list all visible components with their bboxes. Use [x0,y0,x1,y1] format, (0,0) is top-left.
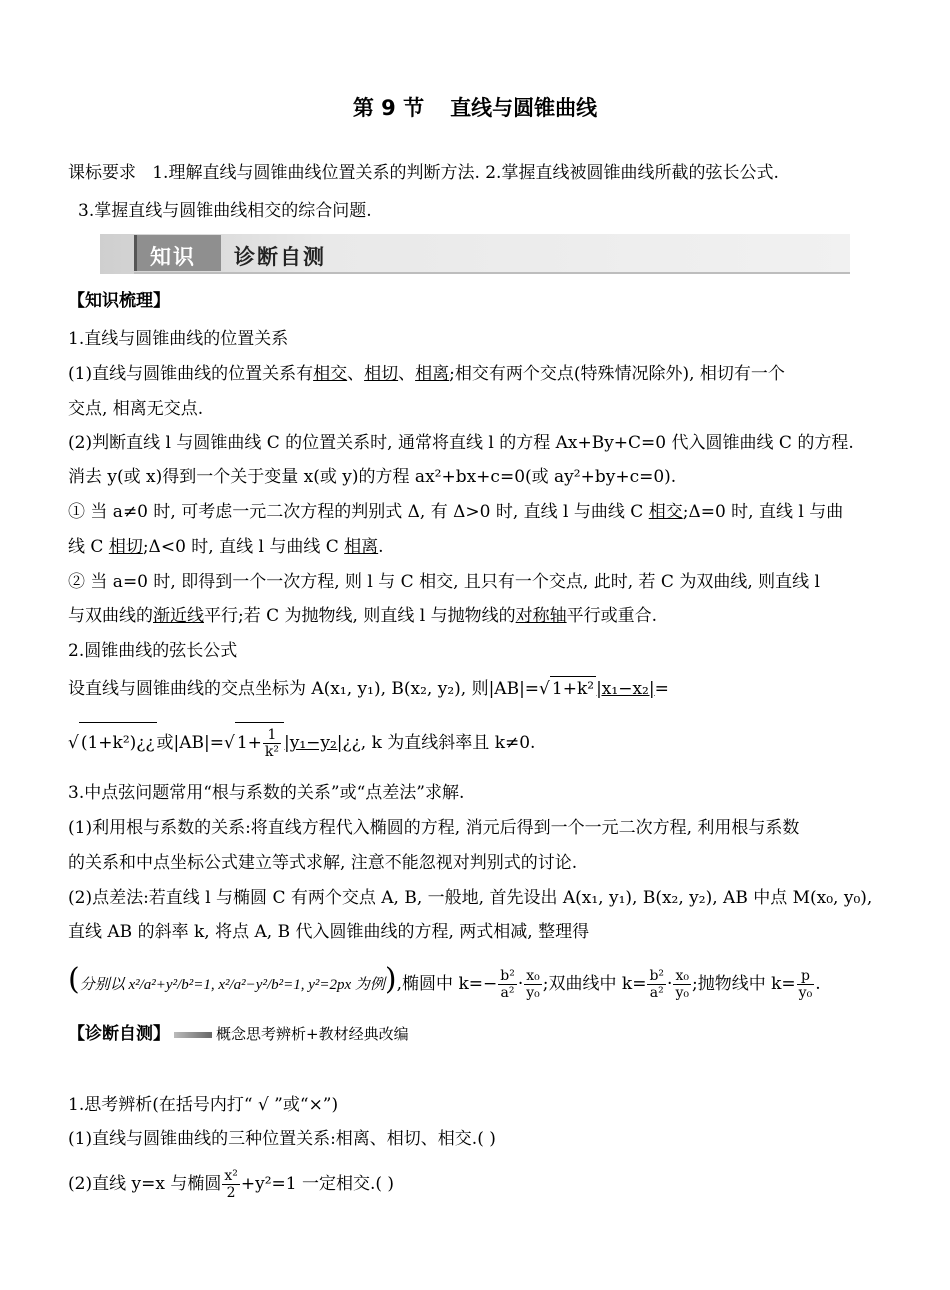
abs-y-diff: |y₁−y₂| [284,733,343,753]
text: 平行;若 C 为抛物线, 则直线 l 与抛物线的 [204,606,516,626]
text: . [815,974,821,994]
banner-label-diagnosis: 诊断自测 [234,245,326,269]
text: 、 [398,364,416,384]
question-1: 1.思考辨析(在括号内打“ √ ”或“×”) [68,1095,339,1115]
text: (2)直线 y=x 与椭圆 [68,1174,222,1194]
radicand-frac: 1+ $\frac{1}{\text{k²}}$ [235,722,284,763]
text: (1)直线与圆锥曲线的位置关系有 [68,364,314,384]
s1-case1-line2 [68,535,384,559]
numerator: b² [649,968,665,984]
s1-p1-line2: 交点, 相离无交点. [68,399,204,419]
text: ;抛物线中 k= [691,974,796,994]
section-number: 第 9 节 [352,96,425,120]
denominator: k² [264,744,279,760]
answer-axis: 对称轴 [515,606,567,626]
denominator: y₀ [798,985,813,1001]
radicand: 1+k² [550,676,596,701]
text: ;Δ=0 时, 直线 l 与曲 [682,502,844,522]
curriculum-text: 1.理解直线与圆锥曲线位置关系的判断方法. 2.掌握直线被圆锥曲线所截的弦长公式. [152,163,779,183]
answer-tangent: 相切 [364,364,399,384]
answer-asymptote: 渐近线 [153,606,204,626]
curriculum-label: 课标要求 [68,163,136,183]
s2-line2 [68,722,535,763]
banner-rule [134,272,850,274]
diagnosis-heading: 【诊断自测】 [68,1024,170,1044]
sqrt-sign: √ [223,733,235,753]
text: ① 当 a≠0 时, 可考虑一元二次方程的判别式 Δ, 有 Δ>0 时, 直线 l 与曲线 C [68,502,649,522]
s3-p2-line2: 直线 AB 的斜率 k, 将点 A, B 代入圆锥曲线的方程, 两式相减, 整理得 [68,922,590,942]
formula-note: 分别以 x²/a²+y²/b²=1, x²/a²−y²/b²=1, y²=2px 为例 [79,977,385,993]
abs-x-diff: |x₁−x₂| [596,679,655,699]
answer-intersect: 相交 [648,502,683,522]
s2-heading: 2.圆锥曲线的弦长公式 [68,641,238,661]
text: 、 [347,364,365,384]
text: = [654,679,669,699]
text: ;相交有两个交点(特殊情况除外), 相切有一个 [449,364,785,384]
s1-case1-line1 [68,500,843,524]
text: ;Δ<0 时, 直线 l 与曲线 C [142,537,345,557]
curriculum-line-2: 3.掌握直线与圆锥曲线相交的综合问题. [78,201,372,221]
numerator: 1 [263,727,281,744]
answer-separate: 相离 [344,537,379,557]
s1-p1 [68,362,785,386]
numerator: x₀ [673,968,691,985]
s3-formula-line: (分别以 x²/a²+y²/b²=1, x²/a²−y²/b²=1, y²=2px 为例),椭圆中 k=− $\frac{\text{b²}}{\text{a²}}$ · $\frac{\text{x₀}}{\text{y₀}}$ ;双曲线中 k= $\frac{\text{b²}}{\text{a²}}$ · $\frac{\text{x₀}}{\text{y₀}}$ ;抛物线中 k= $\frac{p}{\text{y₀}}$ . [68,962,821,1001]
curriculum-line-1 [68,161,779,185]
text: 椭圆中 k=− [402,974,498,994]
s1-p2-line1: (2)判断直线 l 与圆锥曲线 C 的位置关系时, 通常将直线 l 的方程 Ax+By+C=0 代入圆锥曲线 C 的方程. [68,433,854,453]
fraction [498,968,517,1001]
numerator: x₀ [524,968,542,985]
numerator: x² [224,1168,238,1184]
text: . [378,537,384,557]
numerator: b² [500,968,515,984]
text: 与双曲线的 [68,606,153,626]
knowledge-heading: 【知识梳理】 [68,291,170,311]
sqrt-sign: √ [68,733,79,753]
question-1-2 [68,1164,394,1204]
text: 设直线与圆锥曲线的交点坐标为 A(x₁, y₁), B(x₂, y₂), 则|AB|= [68,679,540,699]
numerator: p [797,968,815,985]
diagnosis-heading-row [68,1022,409,1046]
denominator: a² [649,985,664,1001]
s3-p1-line2: 的关系和中点坐标公式建立等式求解, 注意不能忽视对判别式的讨论. [68,853,578,873]
sqrt-sign: √ [539,679,550,699]
s1-case2-line1: ② 当 a=0 时, 即得到一个一次方程, 则 l 与 C 相交, 且只有一个交点, 此时, 若 C 为双曲线, 则直线 l [68,572,820,592]
answer-intersect: 相交 [313,364,348,384]
s1-heading: 1.直线与圆锥曲线的位置关系 [68,329,289,349]
banner-label-knowledge: 知识 [150,245,196,269]
arrow-icon [174,1032,212,1038]
text: +y²=1 一定相交.( ) [240,1174,395,1194]
fraction [222,1168,240,1201]
answer-tangent: 相切 [108,537,143,557]
s3-p1-line1: (1)利用根与系数的关系:将直线方程代入椭圆的方程, 消元后得到一个一元二次方程, 利用根与系数 [68,818,800,838]
fraction [263,727,281,760]
s1-case2-line2 [68,604,657,628]
paren-open: ( [68,962,80,997]
answer-separate: 相离 [415,364,450,384]
fraction [797,968,815,1001]
denominator: 2 [226,1185,236,1201]
text: 平行或重合. [566,606,658,626]
denominator: y₀ [526,985,540,1001]
fraction [647,968,666,1001]
section-title: 直线与圆锥曲线 [450,96,598,120]
page-title [0,92,950,122]
s2-line1 [68,676,669,701]
s3-p2-line1: (2)点差法:若直线 l 与椭圆 C 有两个交点 A, B, 一般地, 首先设出 A(x₁, y₁), B(x₂, y₂), AB 中点 M(x₀, y₀), [68,888,873,908]
text: ;双曲线中 k= [542,974,647,994]
radicand: (1+k²)¿¿ [79,722,157,763]
s3-heading: 3.中点弦问题常用“根与系数的关系”或“点差法”求解. [68,783,465,803]
text: 线 C [68,537,109,557]
diagnosis-subtitle: 概念思考辨析+教材经典改编 [216,1025,409,1043]
fraction [673,968,691,1001]
fraction [524,968,542,1001]
denominator: y₀ [675,985,689,1001]
section-banner [100,234,850,274]
paren-close: ) [384,962,397,997]
text: ¿¿, k 为直线斜率且 k≠0. [342,733,536,753]
s1-p2-line2: 消去 y(或 x)得到一个关于变量 x(或 y)的方程 ax²+bx+c=0(或 ay²+by+c=0). [68,467,677,487]
text: 或|AB|= [156,733,224,753]
question-1-1: (1)直线与圆锥曲线的三种位置关系:相离、相切、相交.( ) [68,1129,496,1149]
denominator: a² [500,985,515,1001]
